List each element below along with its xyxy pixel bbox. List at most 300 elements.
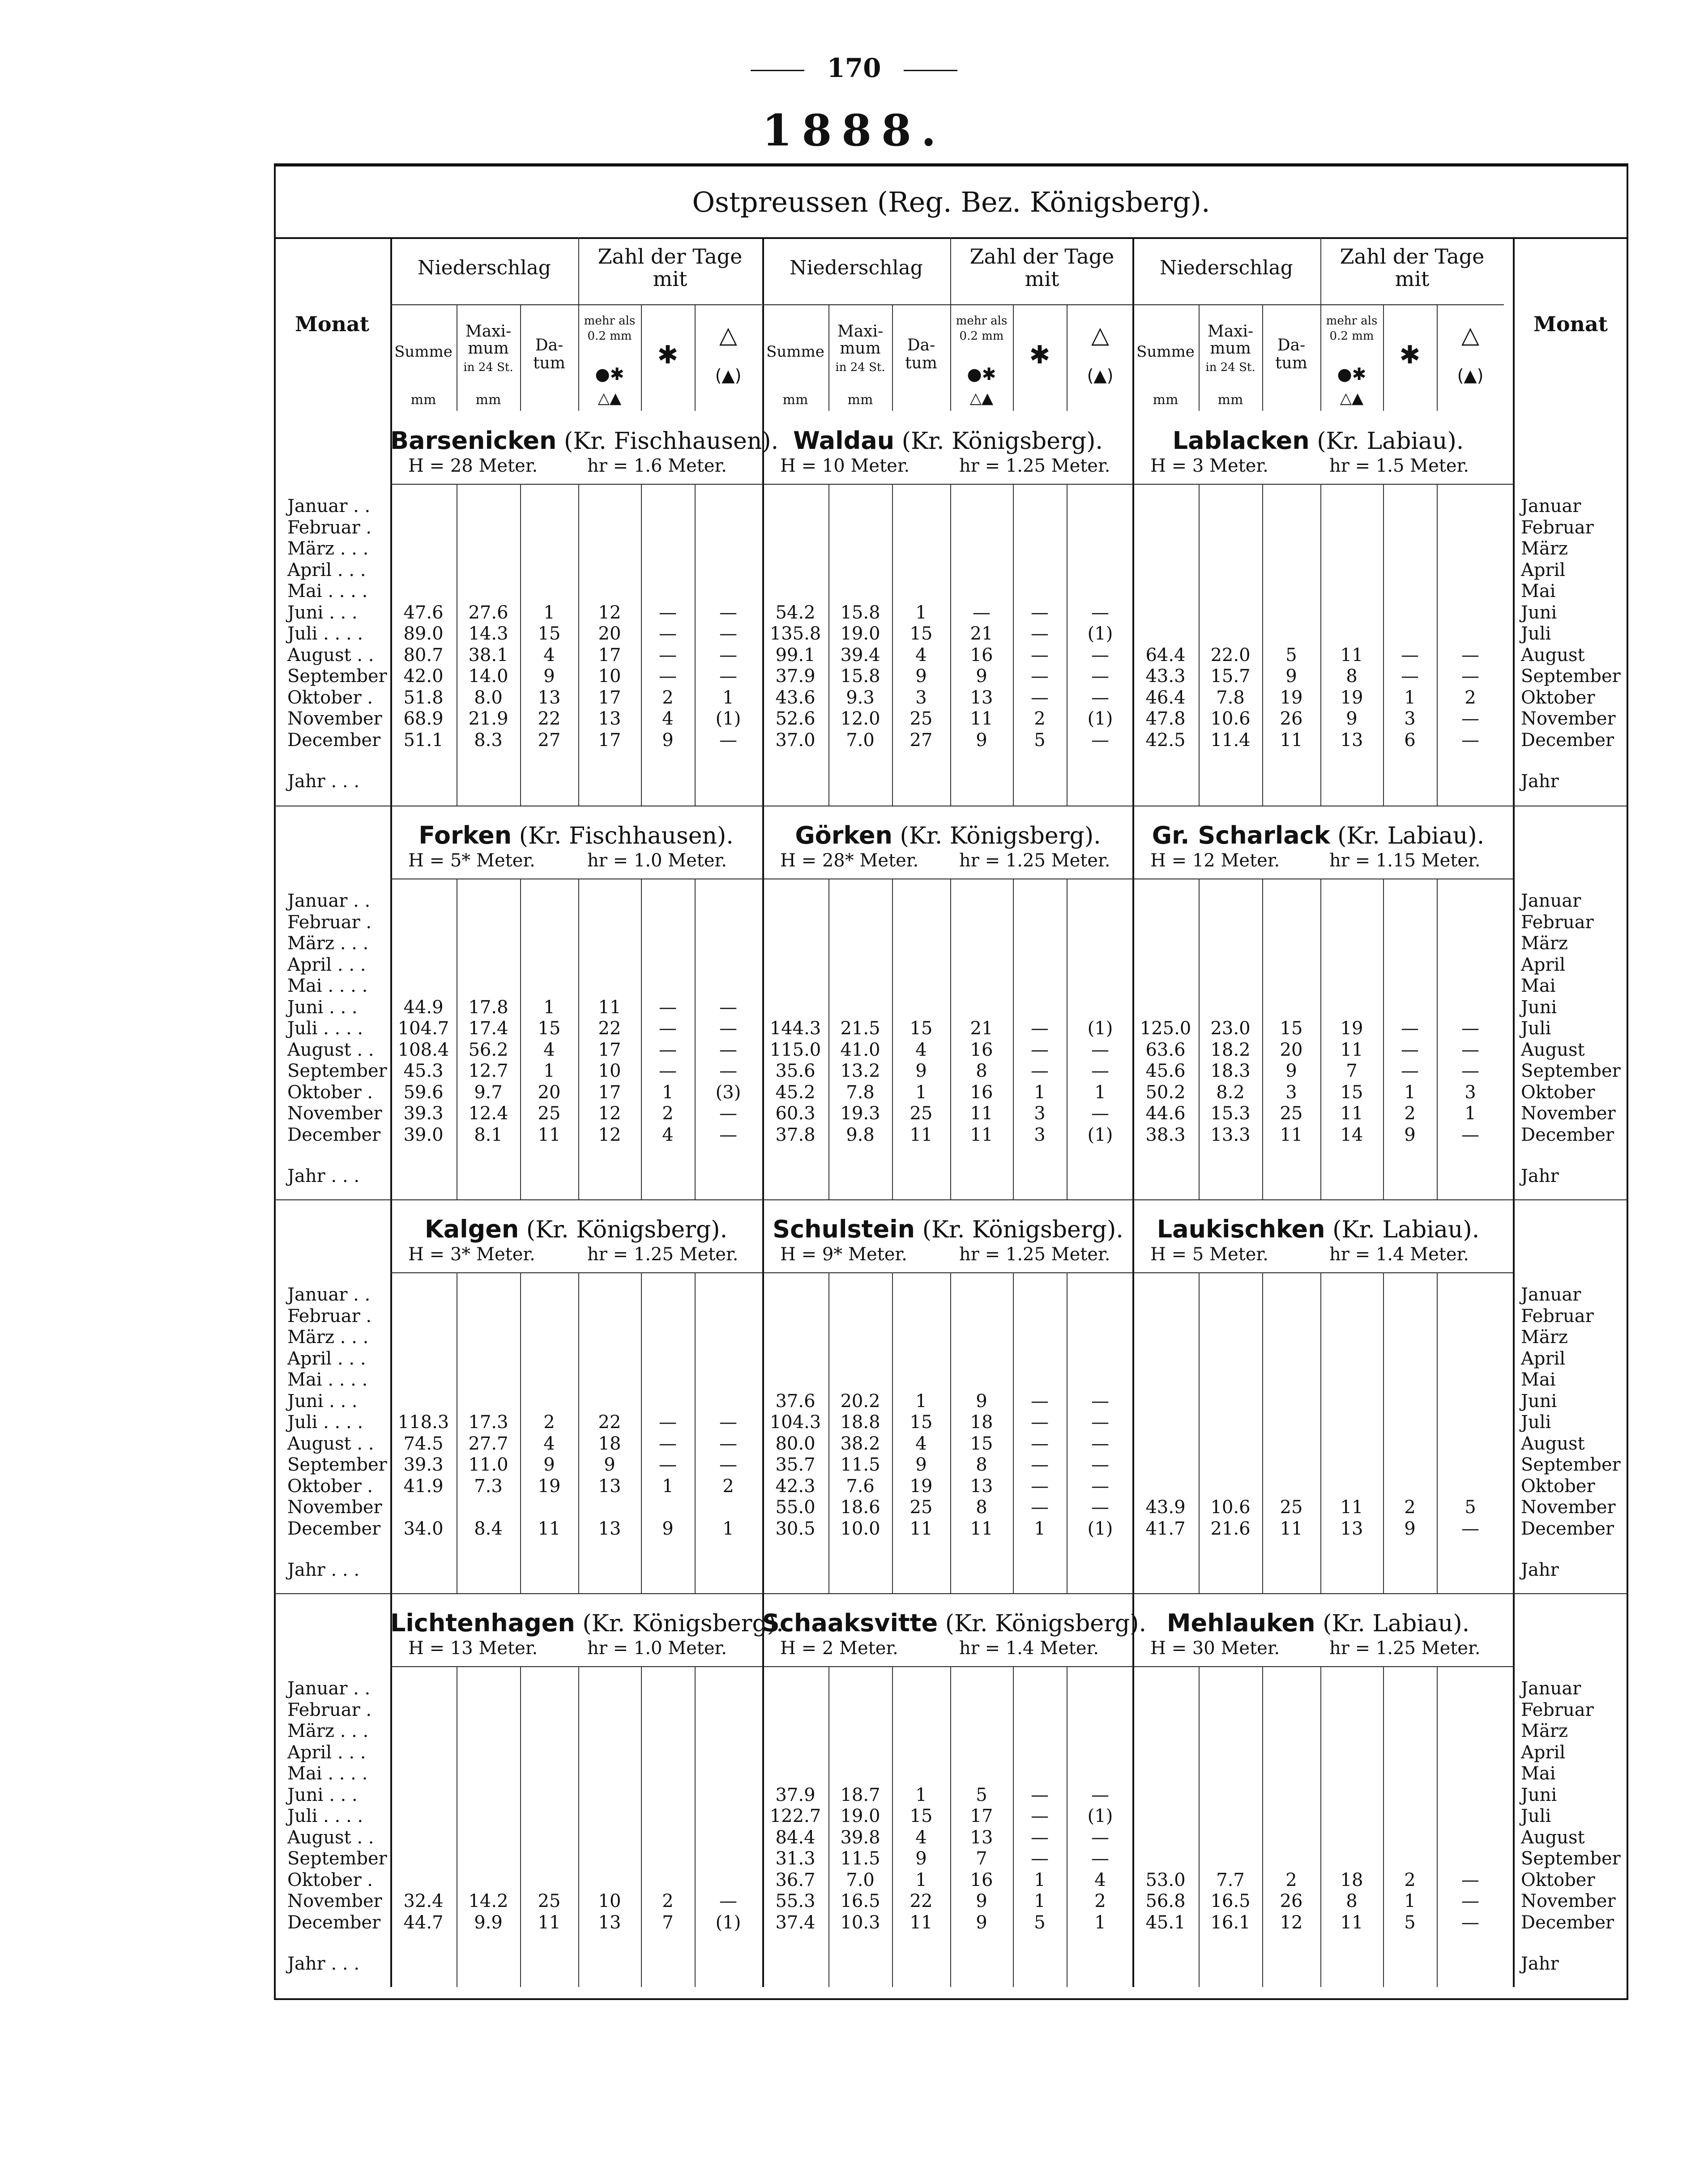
data-cell: —	[1091, 1476, 1109, 1497]
data-cell: —	[719, 997, 737, 1018]
data-cell: 25	[538, 1891, 561, 1911]
data-cell: 19	[1340, 1018, 1363, 1039]
data-cell: —	[719, 1124, 737, 1145]
month-label-right: November	[1521, 708, 1616, 729]
summe-header: Summe	[766, 343, 824, 361]
data-cell: 2	[543, 1412, 555, 1433]
data-cell: 10.6	[1210, 1497, 1251, 1518]
data-cell: 1	[1404, 1082, 1416, 1103]
v-rule	[1437, 304, 1438, 411]
data-cell: —	[719, 1103, 737, 1124]
month-label-left: December	[287, 1124, 381, 1145]
data-cell: 13.3	[1210, 1124, 1251, 1145]
month-label-left: Januar . .	[287, 891, 371, 911]
v-rule	[950, 879, 951, 1199]
month-label-right: Mai	[1521, 1369, 1556, 1390]
data-cell: 32.4	[403, 1891, 444, 1911]
v-rule	[950, 1666, 951, 1987]
niederschlag-header: Niederschlag	[790, 256, 923, 279]
v-rule	[1262, 879, 1263, 1199]
data-cell: 44.9	[403, 997, 444, 1018]
station-height: H = 3* Meter.	[408, 1244, 535, 1265]
data-cell: (1)	[1087, 1806, 1113, 1826]
station-name: Forken	[418, 821, 512, 849]
data-cell: 23.0	[1210, 1018, 1251, 1039]
data-cell: 20.2	[840, 1390, 880, 1412]
data-cell: —	[719, 1061, 737, 1081]
month-label-right: Oktober	[1521, 1869, 1595, 1890]
v-rule	[1067, 1272, 1068, 1593]
data-cell: (1)	[715, 708, 741, 729]
data-cell: 11	[1280, 1518, 1303, 1539]
data-cell: —	[719, 1433, 737, 1454]
data-cell: 14.2	[468, 1891, 508, 1911]
data-cell: 5	[1034, 729, 1046, 751]
month-label-left: Oktober .	[287, 687, 373, 708]
data-cell: 13	[598, 1518, 621, 1539]
month-label-left: September	[287, 666, 387, 687]
month-label-left: Januar . .	[287, 1284, 371, 1305]
data-cell: —	[1091, 1433, 1109, 1454]
data-cell: 10	[598, 1061, 621, 1081]
data-cell: 7.8	[1216, 687, 1245, 708]
data-cell: 1	[915, 1390, 927, 1412]
data-cell: —	[659, 1433, 677, 1454]
data-cell: 13.2	[840, 1061, 880, 1081]
data-cell: 15	[910, 1806, 933, 1826]
v-rule	[520, 1272, 521, 1593]
in-24-header: in 24 St.	[835, 361, 885, 374]
data-cell: 19.0	[840, 623, 880, 644]
data-cell: 15.3	[1210, 1103, 1251, 1124]
data-cell: 44.7	[403, 1912, 444, 1933]
data-cell: —	[1031, 1497, 1049, 1518]
month-label-right: September	[1521, 1061, 1621, 1081]
v-rule	[520, 1666, 521, 1987]
data-cell: 1	[1094, 1082, 1106, 1103]
data-cell: 27	[910, 729, 933, 751]
data-cell: 11	[1340, 1497, 1363, 1518]
month-label-left: Februar .	[287, 1305, 372, 1326]
v-rule	[695, 879, 696, 1199]
data-cell: 8	[976, 1497, 987, 1518]
v-rule	[578, 879, 579, 1199]
region-title: Ostpreussen (Reg. Bez. Königsberg).	[692, 186, 1210, 218]
jahr-label-right: Jahr	[1521, 1953, 1559, 1974]
data-cell: 31.3	[775, 1848, 816, 1869]
data-cell: —	[1031, 1412, 1049, 1433]
station-title	[762, 821, 1134, 849]
data-cell: 43.3	[1145, 666, 1186, 687]
in-24-header: in 24 St.	[1205, 361, 1255, 374]
data-cell: 19.0	[840, 1806, 880, 1826]
data-cell: —	[1461, 1124, 1479, 1145]
station-name: Waldau	[793, 427, 895, 455]
data-cell: 25	[910, 1497, 933, 1518]
station-height: H = 28* Meter.	[780, 850, 919, 871]
data-cell: 84.4	[775, 1827, 816, 1848]
station-hr: hr = 1.6 Meter.	[587, 456, 727, 476]
data-cell: 9.9	[474, 1912, 503, 1933]
station-height: H = 10 Meter.	[780, 456, 910, 476]
jahr-label-left: Jahr . . .	[287, 771, 360, 792]
data-cell: 16	[970, 1869, 993, 1890]
summe-header: Summe	[394, 343, 453, 361]
unit-mm: mm	[475, 392, 501, 408]
station-name: Laukischken	[1157, 1215, 1325, 1243]
data-cell: 18.2	[1210, 1039, 1251, 1060]
unit-mm: mm	[782, 392, 808, 408]
niederschlag-header: Niederschlag	[418, 256, 551, 279]
thunder-icon: △	[1461, 322, 1479, 349]
v-rule	[695, 1272, 696, 1593]
data-cell: 4	[543, 1039, 555, 1060]
station-title	[1132, 1215, 1504, 1243]
maximum-header: Maxi- mum	[837, 322, 884, 358]
data-cell: 12	[1280, 1912, 1303, 1933]
data-cell: 16	[970, 1082, 993, 1103]
data-cell: (1)	[1087, 1124, 1113, 1145]
v-rule	[695, 304, 696, 411]
month-label-right: Januar	[1521, 1678, 1581, 1699]
data-cell: 5	[976, 1784, 987, 1805]
data-cell: 1	[722, 1518, 734, 1539]
data-cell: 11.4	[1210, 729, 1251, 751]
jahr-label-left: Jahr . . .	[287, 1166, 360, 1186]
data-cell: 37.9	[775, 1784, 816, 1805]
data-cell: —	[1461, 729, 1479, 751]
data-cell: —	[1461, 1518, 1479, 1539]
station-kreis: (Kr. Labiau).	[1315, 1610, 1470, 1637]
month-label-left: November	[287, 1497, 382, 1518]
station-title	[1132, 1609, 1504, 1637]
station-title	[390, 1609, 784, 1637]
data-cell: (1)	[1087, 1518, 1113, 1539]
v-rule	[1383, 1272, 1384, 1593]
data-cell: 17.3	[468, 1412, 508, 1433]
monat-header-right: Monat	[1533, 312, 1608, 336]
data-cell: 1	[1465, 1103, 1476, 1124]
data-cell: 9	[976, 1390, 987, 1412]
data-cell: 15	[538, 1018, 561, 1039]
data-cell: 51.1	[403, 729, 444, 751]
data-cell: 18	[598, 1433, 621, 1454]
data-cell: 9	[915, 1061, 927, 1081]
data-cell: 9	[1285, 1061, 1297, 1081]
data-cell: 41.9	[403, 1476, 444, 1497]
data-cell: 19	[910, 1476, 933, 1497]
data-cell: 9	[543, 666, 555, 687]
v-rule	[1513, 237, 1515, 1987]
station-name: Lablacken	[1172, 427, 1310, 455]
month-label-left: August . .	[287, 1039, 374, 1060]
data-cell: 9	[915, 1454, 927, 1475]
data-cell: 25	[1280, 1497, 1303, 1518]
data-cell: —	[1461, 708, 1479, 729]
month-label-right: Juni	[1521, 997, 1557, 1018]
data-cell: —	[1031, 666, 1049, 687]
data-cell: 9	[976, 729, 987, 751]
month-label-left: Juli . . . .	[287, 1018, 363, 1039]
data-cell: 14.0	[468, 666, 508, 687]
data-cell: 16.5	[1210, 1891, 1251, 1911]
data-cell: 104.3	[769, 1412, 821, 1433]
data-cell: 17.4	[468, 1018, 508, 1039]
data-cell: —	[1461, 644, 1479, 665]
station-kreis: (Kr. Königsberg).	[575, 1610, 784, 1637]
data-cell: 42.5	[1145, 729, 1186, 751]
jahr-label-right: Jahr	[1521, 771, 1559, 792]
month-label-right: Oktober	[1521, 1082, 1595, 1103]
month-label-left: November	[287, 1103, 382, 1124]
station-name: Kalgen	[424, 1215, 519, 1243]
page-year: 1888.	[762, 105, 946, 156]
data-cell: (1)	[1087, 1018, 1113, 1039]
data-cell: 45.3	[403, 1061, 444, 1081]
data-cell: 22	[598, 1412, 621, 1433]
v-rule	[520, 879, 521, 1199]
month-label-right: April	[1521, 559, 1566, 580]
month-label-right: Januar	[1521, 496, 1581, 516]
station-name: Barsenicken	[390, 427, 557, 455]
data-cell: 13	[1340, 1518, 1363, 1539]
data-cell: 37.0	[775, 729, 816, 751]
month-label-right: April	[1521, 954, 1566, 975]
month-label-right: December	[1521, 1518, 1614, 1539]
data-cell: 37.8	[775, 1124, 816, 1145]
v-rule	[1013, 1666, 1014, 1987]
data-cell: —	[1031, 1018, 1049, 1039]
data-cell: 5	[1465, 1497, 1476, 1518]
data-cell: 11	[910, 1518, 933, 1539]
data-cell: 17	[598, 644, 621, 665]
station-hr: hr = 1.0 Meter.	[587, 850, 727, 871]
data-cell: 13	[970, 1827, 993, 1848]
data-cell: 54.2	[775, 602, 816, 623]
data-cell: 1	[1034, 1869, 1046, 1890]
month-label-left: Februar .	[287, 912, 372, 933]
data-cell: 11	[1340, 1039, 1363, 1060]
rain-snow-icon: ●✱	[1337, 364, 1366, 384]
data-cell: —	[659, 1039, 677, 1060]
data-cell: —	[1461, 1912, 1479, 1933]
station-height: H = 28 Meter.	[408, 456, 538, 476]
data-cell: —	[1461, 666, 1479, 687]
data-cell: —	[1401, 1061, 1419, 1081]
data-cell: 17	[598, 1039, 621, 1060]
data-cell: 7	[1346, 1061, 1358, 1081]
data-cell: —	[719, 1454, 737, 1475]
v-rule	[828, 1666, 829, 1987]
data-cell: 9	[915, 1848, 927, 1869]
month-label-left: Oktober .	[287, 1869, 373, 1890]
month-label-right: Juli	[1521, 1018, 1551, 1039]
data-cell: —	[1461, 1018, 1479, 1039]
data-cell: 56.8	[1145, 1891, 1186, 1911]
data-cell: 41.7	[1145, 1518, 1186, 1539]
month-label-left: Juni . . .	[287, 997, 358, 1018]
data-cell: —	[1031, 687, 1049, 708]
month-label-right: Februar	[1521, 1699, 1594, 1720]
data-cell: 9	[1404, 1518, 1416, 1539]
data-cell: —	[1091, 644, 1109, 665]
data-cell: 108.4	[397, 1039, 449, 1060]
data-cell: 11	[1340, 644, 1363, 665]
data-cell: 122.7	[769, 1806, 821, 1826]
data-cell: 30.5	[775, 1518, 816, 1539]
month-label-right: Oktober	[1521, 1476, 1595, 1497]
v-rule	[1320, 1666, 1321, 1987]
data-cell: —	[1461, 1869, 1479, 1890]
data-cell: 15	[1340, 1082, 1363, 1103]
station-hr: hr = 1.4 Meter.	[1329, 1244, 1469, 1265]
month-label-right: August	[1521, 1433, 1585, 1454]
v-rule	[1199, 1272, 1200, 1593]
thunder-paren-icon: (▲)	[715, 366, 742, 385]
data-cell: —	[1031, 1806, 1049, 1826]
data-cell: 2	[1404, 1869, 1416, 1890]
data-cell: 17.8	[468, 997, 508, 1018]
v-rule	[892, 879, 893, 1199]
data-cell: 9.7	[474, 1082, 503, 1103]
data-cell: 64.4	[1145, 644, 1186, 665]
month-label-right: December	[1521, 1124, 1614, 1145]
data-cell: 51.8	[403, 687, 444, 708]
month-label-left: Februar .	[287, 1699, 372, 1720]
v-rule	[828, 879, 829, 1199]
data-cell: 11	[598, 997, 621, 1018]
month-label-right: August	[1521, 1827, 1585, 1848]
data-cell: 15.8	[840, 666, 880, 687]
data-cell: 99.1	[775, 644, 816, 665]
data-cell: 8	[976, 1454, 987, 1475]
data-cell: (1)	[715, 1912, 741, 1933]
data-cell: 26	[1280, 708, 1303, 729]
data-cell: 13	[598, 1912, 621, 1933]
hail-icon: △▲	[969, 389, 994, 407]
data-cell: 38.1	[468, 644, 508, 665]
data-cell: 39.3	[403, 1103, 444, 1124]
data-cell: 12	[598, 1124, 621, 1145]
data-cell: —	[719, 1891, 737, 1911]
data-cell: 39.4	[840, 644, 880, 665]
station-kreis: (Kr. Königsberg).	[938, 1610, 1146, 1637]
station-height: H = 5 Meter.	[1150, 1244, 1268, 1265]
station-height: H = 3 Meter.	[1150, 456, 1268, 476]
v-rule	[578, 1666, 579, 1987]
data-cell: —	[719, 1412, 737, 1433]
month-label-left: Juni . . .	[287, 1784, 358, 1805]
data-cell: 9	[976, 666, 987, 687]
month-label-left: April . . .	[287, 954, 366, 975]
data-cell: 22	[910, 1891, 933, 1911]
data-cell: 74.5	[403, 1433, 444, 1454]
data-cell: 12.4	[468, 1103, 508, 1124]
data-cell: —	[1031, 602, 1049, 623]
maximum-header: Maxi- mum	[1207, 322, 1254, 358]
data-cell: 52.6	[775, 708, 816, 729]
month-label-left: März . . .	[287, 1721, 369, 1741]
thunder-icon: △	[1091, 322, 1109, 349]
data-cell: —	[719, 623, 737, 644]
data-cell: 10	[598, 1891, 621, 1911]
data-cell: 1	[915, 602, 927, 623]
data-cell: 3	[1034, 1103, 1046, 1124]
month-label-left: Juli . . . .	[287, 1412, 363, 1433]
data-cell: 37.4	[775, 1912, 816, 1933]
v-rule	[641, 1272, 642, 1593]
data-cell: 18.8	[840, 1412, 880, 1433]
data-cell: 15.7	[1210, 666, 1251, 687]
data-cell: 38.2	[840, 1433, 880, 1454]
data-cell: 37.6	[775, 1390, 816, 1412]
data-cell: 16.5	[840, 1891, 880, 1911]
snow-icon: ✱	[1399, 341, 1421, 370]
data-cell: 80.7	[403, 644, 444, 665]
data-cell: 4	[543, 644, 555, 665]
month-label-right: November	[1521, 1891, 1616, 1911]
data-cell: 18.7	[840, 1784, 880, 1805]
data-cell: 21.5	[840, 1018, 880, 1039]
month-label-left: November	[287, 1891, 382, 1911]
data-cell: 144.3	[769, 1018, 821, 1039]
station-hr: hr = 1.4 Meter.	[959, 1638, 1099, 1659]
data-cell: —	[1091, 687, 1109, 708]
jahr-label-right: Jahr	[1521, 1166, 1559, 1186]
data-cell: —	[1401, 1018, 1419, 1039]
data-cell: —	[1091, 602, 1109, 623]
month-label-left: Mai . . . .	[287, 1369, 368, 1390]
station-height: H = 5* Meter.	[408, 850, 535, 871]
data-cell: 22	[598, 1018, 621, 1039]
mehr-als-header: mehr als 0.2 mm	[1326, 314, 1378, 343]
month-label-left: Juni . . .	[287, 602, 358, 623]
data-cell: 55.3	[775, 1891, 816, 1911]
month-label-left: Januar . .	[287, 496, 371, 516]
data-cell: —	[1091, 1061, 1109, 1081]
station-hr: hr = 1.0 Meter.	[587, 1638, 727, 1659]
station-kreis: (Kr. Königsberg).	[892, 823, 1101, 849]
data-cell: —	[1031, 1454, 1049, 1475]
data-cell: 5	[1034, 1912, 1046, 1933]
data-cell: 11	[538, 1912, 561, 1933]
data-cell: 11.5	[840, 1454, 880, 1475]
month-label-right: Oktober	[1521, 687, 1595, 708]
month-label-left: April . . .	[287, 1742, 366, 1763]
data-cell: —	[719, 644, 737, 665]
data-cell: —	[659, 1018, 677, 1039]
station-height: H = 13 Meter.	[408, 1638, 538, 1659]
data-cell: 7	[662, 1912, 674, 1933]
v-rule	[695, 1666, 696, 1987]
data-cell: 22	[538, 708, 561, 729]
data-cell: 20	[1280, 1039, 1303, 1060]
niederschlag-header: Niederschlag	[1160, 256, 1293, 279]
station-hr: hr = 1.25 Meter.	[959, 1244, 1110, 1265]
data-cell: 9	[1404, 1124, 1416, 1145]
data-cell: 46.4	[1145, 687, 1186, 708]
data-cell: —	[1091, 1390, 1109, 1412]
data-cell: —	[1031, 1039, 1049, 1060]
data-cell: 1	[1034, 1891, 1046, 1911]
data-cell: 45.1	[1145, 1912, 1186, 1933]
data-cell: 7.7	[1216, 1869, 1245, 1890]
data-cell: 12.7	[468, 1061, 508, 1081]
month-label-right: Juli	[1521, 1806, 1551, 1826]
month-label-right: Juni	[1521, 1390, 1557, 1412]
data-cell: 7.0	[846, 729, 875, 751]
station-title	[762, 427, 1134, 455]
